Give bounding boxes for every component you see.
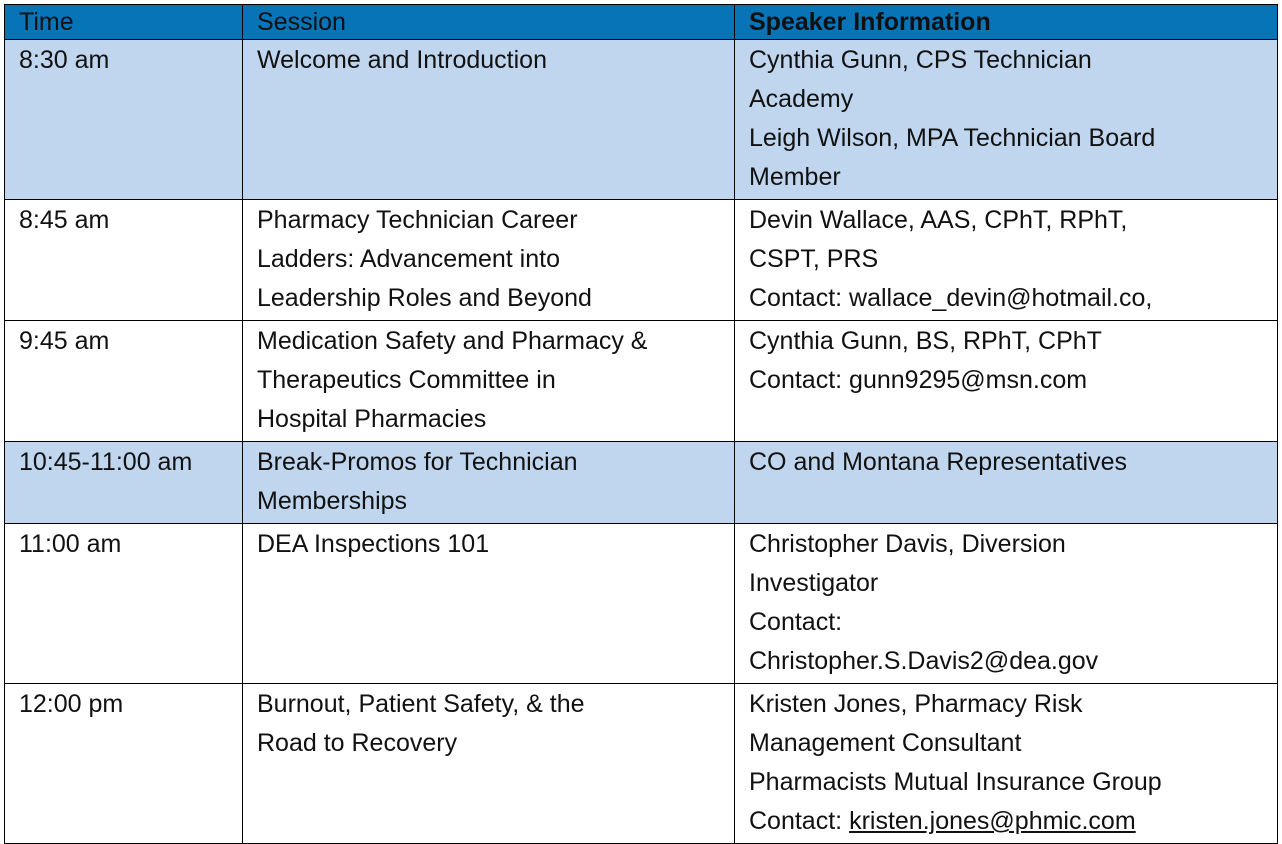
session-line: Hospital Pharmacies [257,405,487,433]
session-line: Ladders: Advancement into [257,245,560,273]
session-line: Road to Recovery [257,729,458,757]
agenda-row [5,442,1278,524]
time-cell: 10:45-11:00 am [5,442,243,524]
speaker-contact-label: Contact: [749,807,850,835]
time-cell: 8:30 am [5,40,243,200]
speaker-line: Christopher Davis, Diversion [749,530,1066,558]
agenda-table [4,4,1278,844]
speaker-column-header: Speaker Information [735,5,1278,40]
agenda-row [5,321,1278,442]
agenda-row [5,684,1278,844]
speaker-cell [735,40,1278,200]
session-cell [243,524,735,684]
session-line: Pharmacy Technician Career [257,206,578,234]
session-line: Leadership Roles and Beyond [257,284,592,312]
agenda-row [5,200,1278,321]
agenda-row [5,524,1278,684]
session-line: Therapeutics Committee in [257,366,556,394]
time-cell: 11:00 am [5,524,243,684]
speaker-email: Christopher.S.Davis2@dea.gov [749,647,1099,675]
session-line: Welcome and Introduction [257,46,547,74]
speaker-cell [735,684,1278,844]
speaker-line: Leigh Wilson, MPA Technician Board [749,124,1156,152]
speaker-line: Management Consultant [749,729,1022,757]
session-cell [243,40,735,200]
session-cell [243,321,735,442]
time-column-header: Time [5,5,243,40]
speaker-contact-line: Contact: wallace_devin@hotmail.co, [749,284,1153,312]
speaker-cell [735,200,1278,321]
speaker-line: Pharmacists Mutual Insurance Group [749,768,1162,796]
session-column-header: Session [243,5,735,40]
header-row [5,5,1278,40]
speaker-line: Member [749,163,841,191]
speaker-contact-line: Contact: gunn9295@msn.com [749,366,1088,394]
speaker-line: Academy [749,85,854,113]
session-line: DEA Inspections 101 [257,530,490,558]
speaker-cell [735,442,1278,524]
session-cell [243,442,735,524]
session-line: Medication Safety and Pharmacy & [257,327,648,355]
speaker-cell [735,321,1278,442]
speaker-line: Investigator [749,569,879,597]
time-cell: 8:45 am [5,200,243,321]
speaker-line: Cynthia Gunn, BS, RPhT, CPhT [749,327,1102,355]
session-cell [243,200,735,321]
session-line: Burnout, Patient Safety, & the [257,690,585,718]
time-cell: 12:00 pm [5,684,243,844]
speaker-line: CSPT, PRS [749,245,879,273]
speaker-line: CO and Montana Representatives [749,448,1127,476]
speaker-contact-label: Contact: [749,608,843,636]
speaker-contact-line [749,802,1263,841]
speaker-line: Devin Wallace, AAS, CPhT, RPhT, [749,206,1128,234]
session-line: Memberships [257,487,408,515]
session-line: Break-Promos for Technician [257,448,578,476]
speaker-cell [735,524,1278,684]
speaker-line: Cynthia Gunn, CPS Technician [749,46,1092,74]
agenda-row [5,40,1278,200]
email-link[interactable]: kristen.jones@phmic.com [849,807,1136,835]
speaker-line: Kristen Jones, Pharmacy Risk [749,690,1083,718]
session-cell [243,684,735,844]
time-cell: 9:45 am [5,321,243,442]
